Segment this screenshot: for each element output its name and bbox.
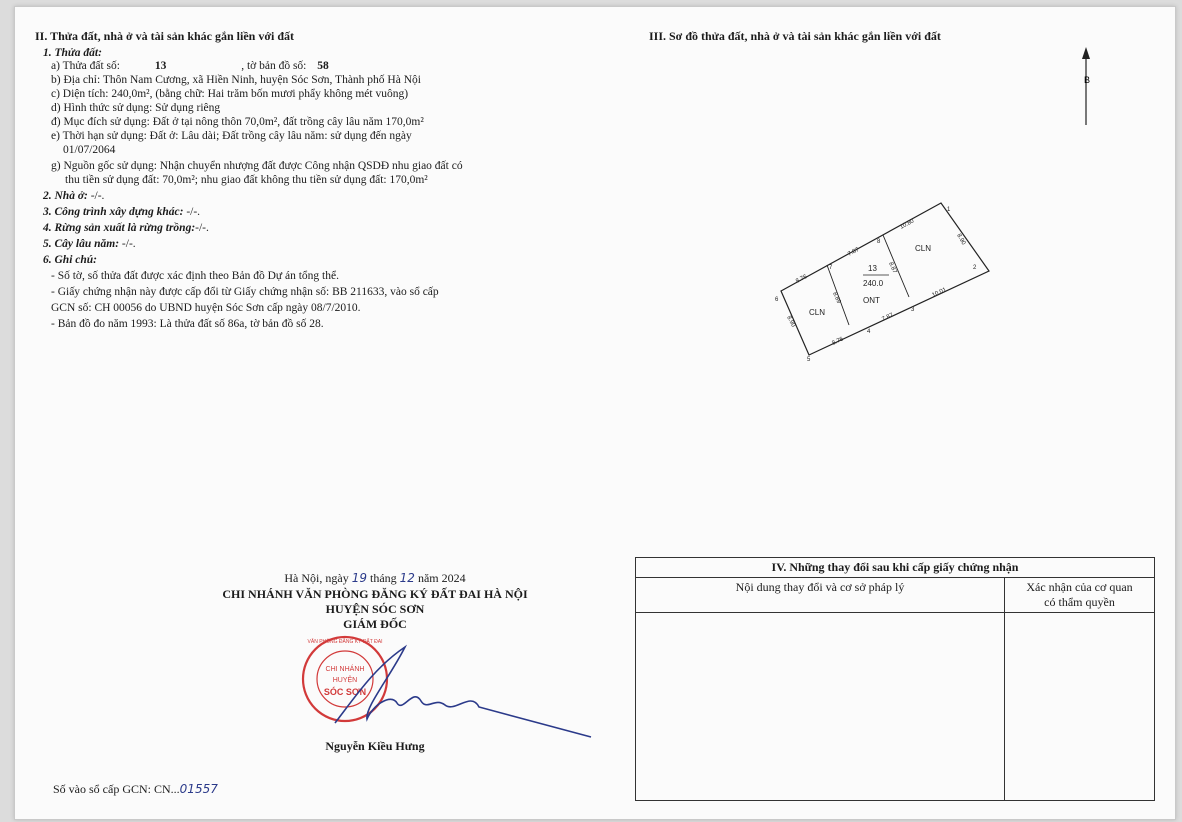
register-value: 01557 (179, 782, 218, 796)
perennial-value: -/-. (119, 238, 136, 250)
vertex-4: 4 (867, 329, 871, 335)
dim-bottom-right: 10.01 (931, 287, 948, 299)
forest-label: 4. Rừng sản xuất là rừng trồng: (43, 222, 196, 234)
purpose-line: đ) Mục đích sử dụng: Đất ở tại nông thôn 70,0m², đất trồng cây lâu năm 170,0m² (51, 116, 424, 128)
date-month-label: tháng (369, 571, 397, 585)
confirmation-cell (1005, 613, 1155, 801)
vertex-7: 7 (829, 265, 833, 271)
division-line-right (883, 235, 909, 297)
svg-text:VĂN PHÒNG ĐĂNG KÝ ĐẤT ĐAI: VĂN PHÒNG ĐĂNG KÝ ĐẤT ĐAI (307, 639, 383, 645)
note-2b: GCN số: CH 00056 do UBND huyện Sóc Sơn cấp ngày 08/7/2010. (51, 302, 361, 314)
zone-cln-left: CLN (809, 308, 826, 317)
certificate-page (14, 6, 1176, 820)
svg-text:CHI NHÁNH: CHI NHÁNH (325, 666, 365, 673)
svg-text:SÓC SƠN: SÓC SƠN (323, 687, 367, 697)
area-line: c) Diện tích: 240,0m², (bằng chữ: Hai trăm bốn mươi phẩy không mét vuông) (51, 88, 409, 100)
handwritten-signature-icon (332, 647, 591, 737)
map-sheet-value: 58 (317, 60, 329, 72)
dim-top-mid: 7.87 (847, 246, 861, 258)
position-title: GIÁM ĐỐC (343, 617, 407, 631)
address-line: b) Địa chỉ: Thôn Nam Cương, xã Hiền Ninh, huyện Sóc Sơn, Thành phố Hà Nội (51, 74, 421, 86)
construction-label: 3. Công trình xây dựng khác: (43, 206, 184, 218)
notes-label: 6. Ghi chú: (43, 254, 97, 266)
plot-number-value: 13 (154, 60, 167, 72)
note-2a: - Giấy chứng nhận này được cấp đổi từ Giấy chứng nhận số: BB 211633, vào sổ cấp (51, 286, 439, 298)
map-sheet-label: , tờ bản đồ số: (241, 60, 307, 72)
authority-line-2: có thẩm quyền (1044, 595, 1115, 609)
dim-inner-1: 8.87 (887, 261, 898, 275)
svg-text:HUYỆN: HUYỆN (332, 677, 358, 684)
forest-value: -/-. (195, 222, 209, 234)
plot-number-label: a) Thửa đất số: (51, 60, 120, 72)
date-day: 19 (351, 571, 367, 585)
house-value: -/-. (87, 190, 105, 202)
changes-table (635, 557, 1155, 801)
section4-title: IV. Những thay đổi sau khi cấp giấy chứng nhận (636, 558, 1155, 578)
signer-name: Nguyễn Kiều Hưng (325, 739, 425, 753)
date-prefix: Hà Nội, ngày (284, 571, 349, 585)
dim-top-left: 8.76 (795, 273, 809, 285)
section3-title: III. Sơ đồ thửa đất, nhà ở và tài sản khác gắn liền với đất (649, 29, 941, 43)
plot-diagram (15, 7, 1175, 427)
usage-form-line: d) Hình thức sử dụng: Sử dụng riêng (51, 102, 221, 114)
authority-line-1: Xác nhận của cơ quan (1026, 580, 1133, 594)
dim-bottom-left: 8.76 (831, 336, 845, 347)
dim-top: 10.80 (899, 218, 916, 231)
dim-left: 8.90 (785, 315, 797, 329)
dim-bottom-mid: 7.87 (881, 312, 895, 323)
origin-line-2: thu tiền sử dụng đất: 70,0m²; nhu giao đất không thu tiền sử dụng đất: 170,0m² (65, 174, 428, 186)
north-arrow-icon (1082, 47, 1090, 125)
dim-inner-2: 8.89 (831, 291, 842, 305)
vertex-8: 8 (877, 239, 881, 245)
land-heading: 1. Thửa đất: (43, 47, 102, 59)
changes-cell (636, 613, 1005, 801)
column-authority-confirmation (1005, 578, 1155, 613)
date-month: 12 (399, 571, 415, 585)
office-line-2: HUYỆN SÓC SƠN (325, 602, 425, 616)
north-label: B (1084, 75, 1091, 85)
register-label: Số vào sổ cấp GCN: CN... (53, 782, 180, 796)
house-label: 2. Nhà ở: (43, 190, 88, 202)
plot-area-label-diagram: 240.0 (863, 279, 884, 288)
vertex-2: 2 (973, 265, 977, 271)
zone-ont: ONT (863, 296, 880, 305)
issue-date (185, 571, 565, 586)
register-number (53, 783, 218, 796)
plot-number-label-diagram: 13 (868, 264, 877, 273)
plot-outline (781, 203, 989, 355)
date-year: năm 2024 (417, 571, 466, 585)
construction-value: -/-. (183, 206, 201, 218)
seal-and-signature (295, 627, 595, 747)
dim-right: 8.90 (955, 233, 967, 247)
zone-cln-right: CLN (915, 244, 932, 253)
vertex-6: 6 (775, 297, 779, 303)
origin-line-1: g) Nguồn gốc sử dụng: Nhận chuyển nhượng đất được Công nhận QSDĐ nhu giao đất có (51, 160, 463, 172)
perennial-label: 5. Cây lâu năm: (43, 238, 120, 250)
vertex-1: 1 (947, 207, 951, 213)
vertex-3: 3 (911, 307, 915, 313)
note-1: - Số tờ, số thửa đất được xác định theo Bản đồ Dự án tổng thể. (51, 270, 339, 282)
office-line-1: CHI NHÁNH VĂN PHÒNG ĐĂNG KÝ ĐẤT ĐAI HÀ NỘI (222, 587, 528, 601)
column-changes-content: Nội dung thay đổi và cơ sở pháp lý (636, 578, 1005, 613)
term-line-2: 01/07/2064 (63, 144, 116, 156)
note-3: - Bản đồ đo năm 1993: Là thửa đất số 86a, tờ bản đồ số 28. (51, 318, 324, 330)
vertex-5: 5 (807, 357, 811, 363)
section2-title: II. Thửa đất, nhà ở và tài sản khác gắn liền với đất (35, 29, 295, 43)
term-line-1: e) Thời hạn sử dụng: Đất ở: Lâu dài; Đất trồng cây lâu năm: sử dụng đến ngày (51, 130, 412, 142)
